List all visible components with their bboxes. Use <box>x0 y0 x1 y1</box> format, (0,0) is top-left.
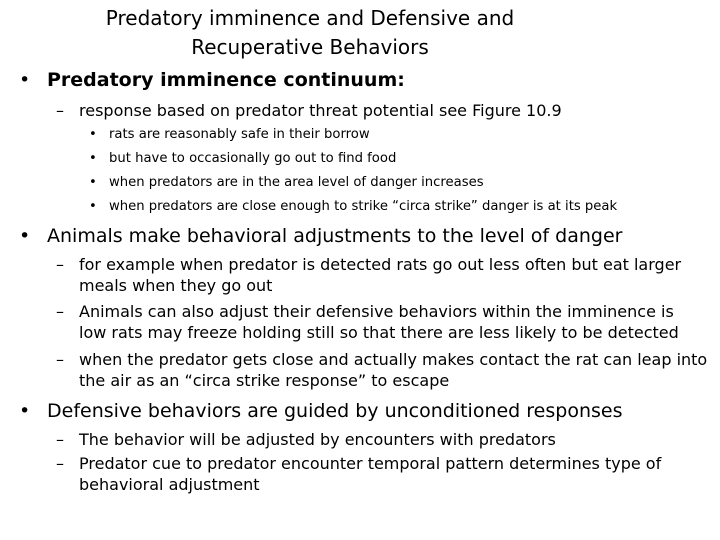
dot-marker: • <box>89 199 97 214</box>
dash-marker: – <box>56 454 64 473</box>
section-1-item-1 <box>89 123 709 147</box>
dot-marker: • <box>89 175 97 190</box>
item-text: when predators are close enough to strike “circa strike” danger is at its peak <box>109 199 618 214</box>
sub-text: The behavior will be adjusted by encounters with predators <box>79 430 556 449</box>
section-3-sub-2 <box>56 453 704 495</box>
dot-marker: • <box>89 127 97 142</box>
dash-marker: – <box>56 101 64 120</box>
dash-marker: – <box>56 430 64 449</box>
dash-marker: – <box>56 350 64 369</box>
heading-text: Animals make behavioral adjustments to the level of danger <box>47 225 623 247</box>
section-2-sub-3 <box>56 349 709 391</box>
sub-text: for example when predator is detected rats go out less often but eat larger meals when they go out <box>79 255 682 295</box>
dash-marker: – <box>56 302 64 321</box>
title-line-1: Predatory imminence and Defensive and <box>105 6 515 30</box>
title-line-2: Recuperative Behaviors <box>191 35 429 59</box>
section-1-item-2 <box>89 147 709 171</box>
heading-text: Defensive behaviors are guided by unconditioned responses <box>47 400 623 422</box>
item-text: when predators are in the area level of danger increases <box>109 175 484 190</box>
section-3-sub-1 <box>56 429 704 450</box>
bullet-marker: • <box>19 400 31 422</box>
heading-text: Predatory imminence continuum: <box>47 69 405 91</box>
section-2-sub-2 <box>56 301 704 343</box>
sub-text: when the predator gets close and actually makes contact the rat can leap into the air as an “circa strike response” to escape <box>79 350 708 390</box>
sub-text: Animals can also adjust their defensive behaviors within the imminence is low rats may freeze holding still so that there are less likely to be detected <box>79 302 679 342</box>
dot-marker: • <box>89 151 97 166</box>
bullet-marker: • <box>19 69 31 91</box>
section-1-sub-1 <box>56 100 709 121</box>
item-text: but have to occasionally go out to find food <box>109 151 397 166</box>
dash-marker: – <box>56 255 64 274</box>
section-1-item-3 <box>89 171 709 195</box>
bullet-marker: • <box>19 225 31 247</box>
slide-title <box>0 4 620 62</box>
sub-text: response based on predator threat potential see Figure 10.9 <box>79 101 562 120</box>
sub-text: Predator cue to predator encounter temporal pattern determines type of behavioral adjustment <box>79 454 662 494</box>
section-1-heading <box>19 68 707 92</box>
section-3-heading <box>19 399 707 423</box>
item-text: rats are reasonably safe in their borrow <box>109 127 370 142</box>
section-2-sub-1 <box>56 254 704 296</box>
section-1-item-4 <box>89 195 709 219</box>
section-2-heading <box>19 224 707 248</box>
